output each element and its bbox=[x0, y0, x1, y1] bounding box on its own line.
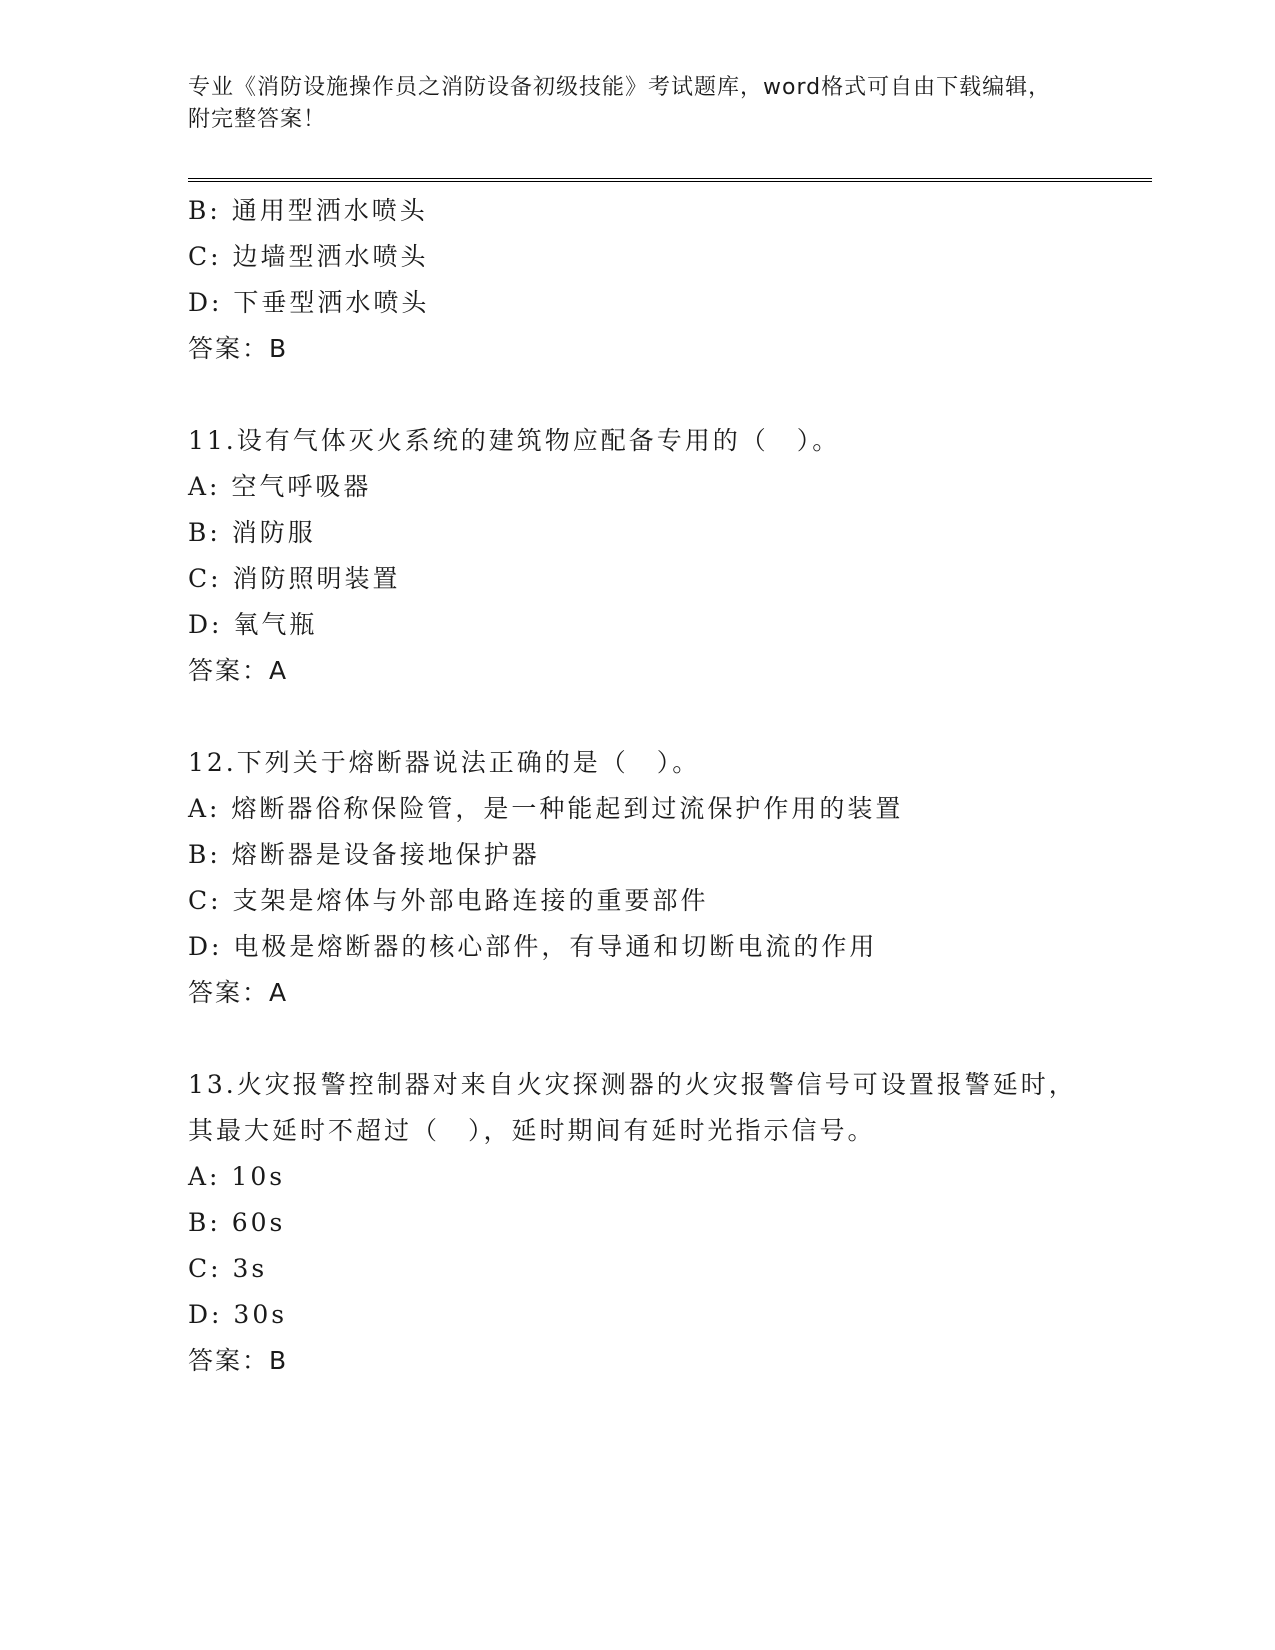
question-11 bbox=[188, 418, 1152, 694]
option-a: A: 熔断器俗称保险管，是一种能起到过流保护作用的装置 bbox=[188, 794, 904, 823]
option-c: C: 边墙型洒水喷头 bbox=[188, 242, 429, 271]
question-stem: 13.火灾报警控制器对来自火灾探测器的火灾报警信号可设置报警延时，其最大延时不超过（ ），延时期间有延时光指示信号。 bbox=[188, 1070, 1077, 1145]
option-d: D: 下垂型洒水喷头 bbox=[188, 288, 430, 317]
option-c: C: 3s bbox=[188, 1254, 268, 1283]
question-stem: 11.设有气体灭火系统的建筑物应配备专用的（ ）。 bbox=[188, 426, 841, 455]
option-d: D: 电极是熔断器的核心部件，有导通和切断电流的作用 bbox=[188, 932, 878, 961]
header-divider bbox=[188, 178, 1152, 182]
page-header: 专业《消防设施操作员之消防设备初级技能》考试题库，word格式可自由下载编辑，附完整答案！ bbox=[188, 75, 1052, 132]
option-d: D: 30s bbox=[188, 1300, 288, 1329]
answer-line: 答案：A bbox=[188, 978, 289, 1007]
option-c: C: 支架是熔体与外部电路连接的重要部件 bbox=[188, 886, 709, 915]
option-d: D: 氧气瓶 bbox=[188, 610, 318, 639]
answer-line: 答案：B bbox=[188, 334, 289, 363]
question-content bbox=[188, 188, 1152, 1384]
option-b: B: 熔断器是设备接地保护器 bbox=[188, 840, 540, 869]
answer-line: 答案：B bbox=[188, 1346, 289, 1375]
option-b: B: 通用型洒水喷头 bbox=[188, 196, 428, 225]
option-a: A: 空气呼吸器 bbox=[188, 472, 372, 501]
option-b: B: 消防服 bbox=[188, 518, 316, 547]
option-a: A: 10s bbox=[188, 1162, 286, 1191]
answer-line: 答案：A bbox=[188, 656, 289, 685]
question-13 bbox=[188, 1062, 1152, 1384]
spacer bbox=[188, 694, 1152, 740]
option-c: C: 消防照明装置 bbox=[188, 564, 401, 593]
spacer bbox=[188, 1016, 1152, 1062]
continued-question bbox=[188, 188, 1152, 372]
question-stem: 12.下列关于熔断器说法正确的是（ ）。 bbox=[188, 748, 701, 777]
option-b: B: 60s bbox=[188, 1208, 286, 1237]
question-12 bbox=[188, 740, 1152, 1016]
spacer bbox=[188, 372, 1152, 418]
